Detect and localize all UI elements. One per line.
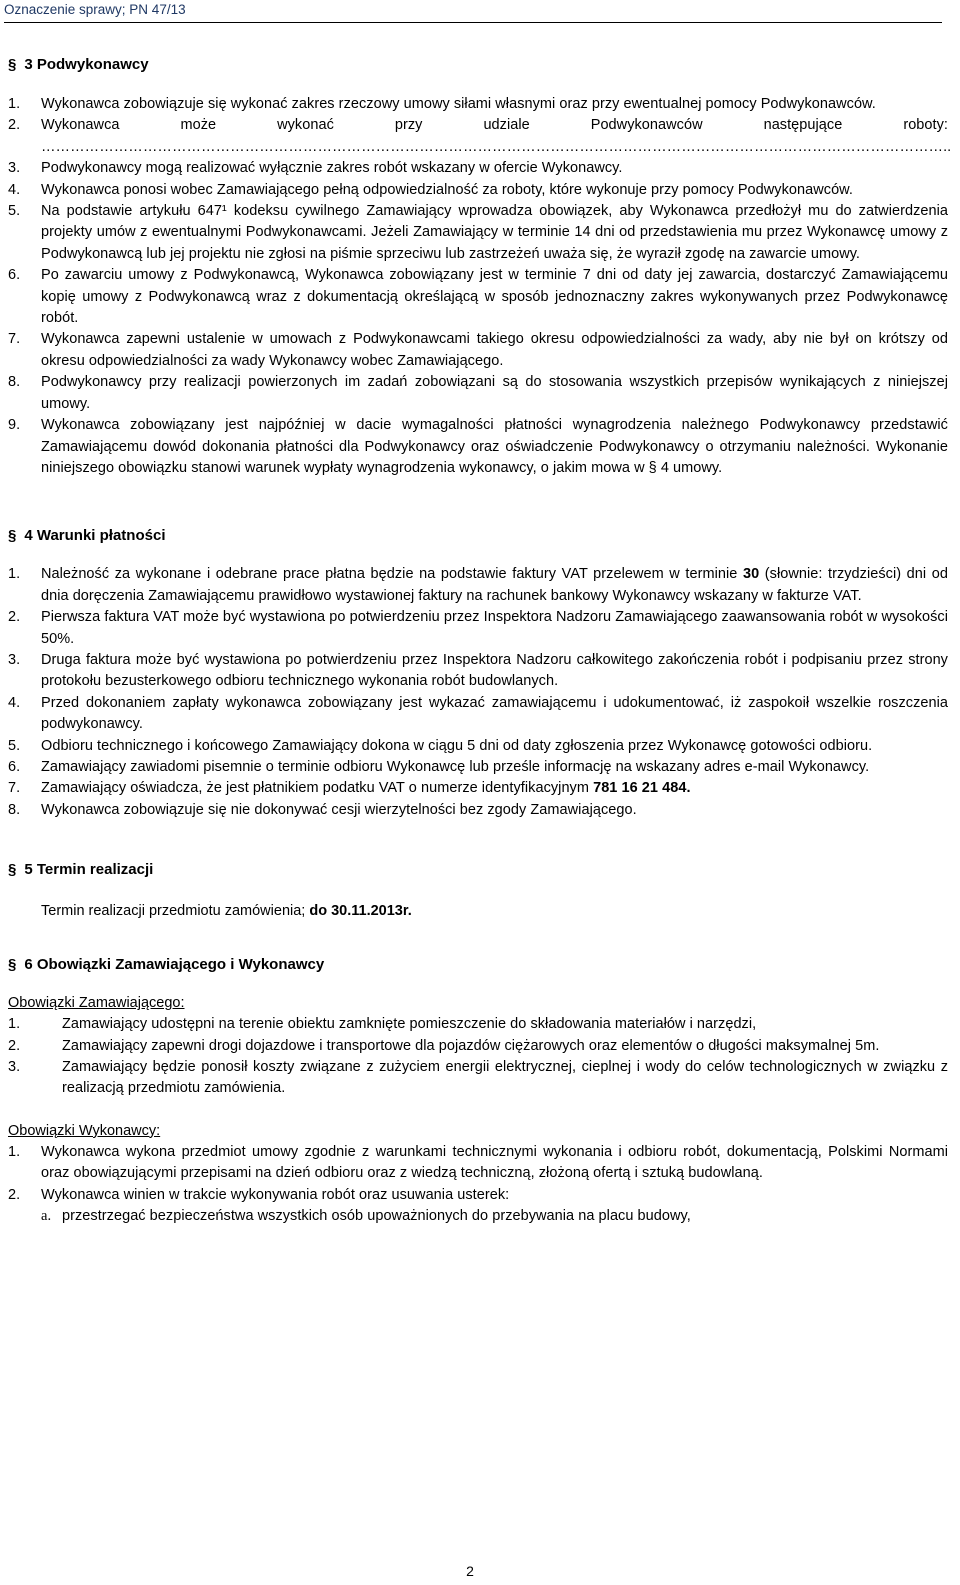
list-item: 6. Po zawarciu umowy z Podwykonawcą, Wykonawca zobowiązany jest w terminie 7 dni od daty jej zawarcia, dostarczyć Zamawiającemu kopię umowy z Podwykonawcą wraz z dokumentacją określającą w sposób jednoznaczny zakres wykonywanych przez Podwykonawcę robót. xyxy=(8,267,948,327)
list-item: 5. Na podstawie artykułu 647¹ kodeksu cywilnego Zamawiający wprowadza obowiązek, aby Wykonawca przedłożył mu do zatwierdzenia projekty umów z ewentualnymi Podwykonawcami. Jeżeli Zamawiający w terminie 14 dni od przedstawienia mu przez Wykonawcę umowy z Podwykonawcą lub jej projektu nie zgłosi na piśmie sprzeciwu lub zastrzeżeń uważa się, że wyraził zgodę na zawarcie umowy. xyxy=(8,203,948,262)
list-item: 3. Zamawiający będzie ponosił koszty związane z zużyciem energii elektrycznej, cieplnej i wody do celów technologicznych w związku z realizacją przedmiotu zamówienia. xyxy=(8,1059,948,1097)
subheading-employer-duties: Obowiązki Zamawiającego: xyxy=(8,995,185,1012)
list-item: 2. Pierwsza faktura VAT może być wystawiona po potwierdzeniu przez Inspektora Nadzoru Zamawiającego zaawansowania robót w wysokości 50%. xyxy=(8,609,948,647)
list-item: 8. Wykonawca zobowiązuje się nie dokonywać cesji wierzytelności bez zgody Zamawiającego. xyxy=(8,801,637,818)
list-item: 7. Zamawiający oświadcza, że jest płatnikiem podatku VAT o numerze identyfikacyjnym 781 16 21 484. xyxy=(8,780,691,797)
list-item: 8. Podwykonawcy przy realizacji powierzonych im zadań zobowiązani są do stosowania wszystkich przepisów wynikających z niniejszej umowy. xyxy=(8,374,948,412)
section-6-title: 6 Obowiązki Zamawiającego i Wykonawcy xyxy=(24,956,325,974)
section-4-heading xyxy=(8,525,948,546)
employer-duties-list xyxy=(8,1014,948,1100)
deadline-text: Termin realizacji przedmiotu zamówienia; do 30.11.2013r. xyxy=(41,903,412,920)
list-item: 2. Zamawiający zapewni drogi dojazdowe i transportowe dla pojazdów ciężarowych oraz elementów o długości maksymalnej 5m. xyxy=(8,1037,880,1054)
section-3-title: 3 Podwykonawcy xyxy=(24,56,149,73)
section-3-heading xyxy=(8,54,948,75)
section-5-title: 5 Termin realizacji xyxy=(24,861,154,879)
case-reference: Oznaczenie sprawy; PN 47/13 xyxy=(4,2,186,17)
page-header xyxy=(4,0,942,23)
list-item: 1. Wykonawca zobowiązuje się wykonać zakres rzeczowy umowy siłami własnymi oraz przy ewentualnej pomocy Podwykonawców. xyxy=(8,96,876,112)
list-item: 4. Wykonawca ponosi wobec Zamawiającego pełną odpowiedzialność za roboty, które wykonuje przy pomocy Podwykonawców. xyxy=(8,181,853,198)
list-item: 9. Wykonawca zobowiązany jest najpóźniej w dacie wymagalności płatności wynagrodzenia należnego Podwykonawcy przedstawić Zamawiającemu dowód dokonania płatności dla Podwykonawcy oraz oświadczenie Podwykonawcy o otrzymaniu należności. Wykonanie niniejszego obowiązku stanowi warunek wypłaty wynagrodzenia wykonawcy, o jakim mowa w § 4 umowy. xyxy=(8,417,948,476)
list-item: 2. Wykonawca winien w trakcie wykonywania robót oraz usuwania usterek: xyxy=(8,1186,510,1203)
list-item: 5. Odbioru technicznego i końcowego Zamawiający dokona w ciągu 5 dni od daty zgłoszenia przez Wykonawcę gotowości odbioru. xyxy=(8,737,873,754)
page-number: 2 xyxy=(466,1563,474,1579)
contractor-duties-list xyxy=(8,1142,948,1228)
section-4-title: 4 Warunki płatności xyxy=(24,527,166,545)
list-item: 7. Wykonawca zapewni ustalenie w umowach z Podwykonawcami takiego okresu odpowiedzialności za wady, aby nie był on krótszy od okresu odpowiedzialności za wady Wykonawcy wobec Zamawiającego. xyxy=(8,331,948,369)
document-body xyxy=(8,54,952,1227)
paragraph-sign: § xyxy=(8,527,17,545)
subheading-contractor-duties: Obowiązki Wykonawcy: xyxy=(8,1122,161,1139)
list-item: 1. Zamawiający udostępni na terenie obiektu zamknięte pomieszczenie do składowania materiałów i narzędzi, xyxy=(8,1016,757,1033)
list-item: 6. Zamawiający zawiadomi pisemnie o terminie odbioru Wykonawcę lub prześle informację na wskazany adres e-mail Wykonawcy. xyxy=(8,758,870,775)
section-5-heading xyxy=(8,859,948,880)
list-item: 3. Podwykonawcy mogą realizować wyłącznie zakres robót wskazany w ofercie Wykonawcy. xyxy=(8,160,623,177)
list-subitem: a. przestrzegać bezpieczeństwa wszystkich osób upoważnionych do przebywania na placu budowy, xyxy=(41,1208,691,1225)
section-6-heading xyxy=(8,954,948,975)
paragraph-sign: § xyxy=(8,956,17,974)
list-item: 1. Wykonawca wykona przedmiot umowy zgodnie z warunkami technicznymi wykonania i odbioru robót, dokumentacją, Polskimi Normami oraz obowiązującymi przepisami na dzień odbioru oraz z wiedzą techniczną, złożoną ofertą i sztuką budowlaną. xyxy=(8,1143,948,1182)
section-4-list xyxy=(8,564,948,821)
list-item: 4. Przed dokonaniem zapłaty wykonawca zobowiązany jest wykazać zamawiającemu i udokumentować, iż zaspokoił wszelkie roszczenia podwykonawcy. xyxy=(8,694,948,733)
list-item: 2. Wykonawca może wykonać przy udziale Podwykonawców następujące roboty: …………………………………………………………………………………………………………………………………………………………………….. xyxy=(8,117,952,155)
list-item: 1. Należność za wykonane i odebrane prace płatna będzie na podstawie faktury VAT przelewem w terminie 30 (słownie: trzydzieści) dni od dnia doręczenia Zamawiającemu prawidłowo wystawionej faktury na rachunek bankowy Wykonawcy wskazany w fakturze VAT. xyxy=(8,566,948,604)
paragraph-sign: § xyxy=(8,56,17,73)
paragraph-sign: § xyxy=(8,861,17,879)
list-item: 3. Druga faktura może być wystawiona po potwierdzeniu przez Inspektora Nadzoru całkowitego zakończenia robót i podpisaniu przez strony protokołu bezusterkowego odbioru technicznego wykonania robót budowlanych. xyxy=(8,651,948,690)
section-3-list xyxy=(8,94,952,479)
